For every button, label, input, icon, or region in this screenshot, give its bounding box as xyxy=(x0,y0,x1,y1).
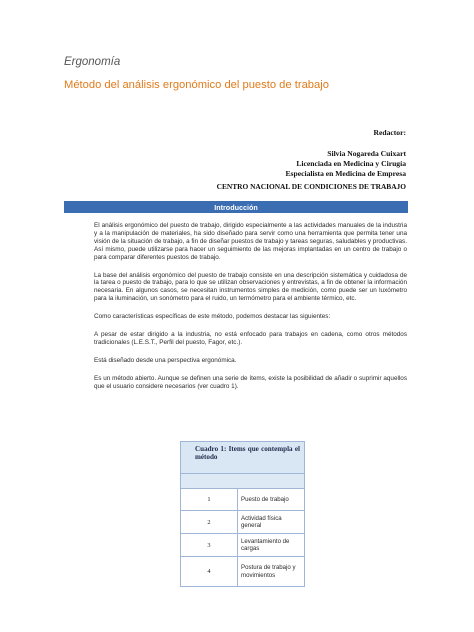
body-text xyxy=(94,222,407,401)
table-subheader-row xyxy=(181,474,305,489)
author-label: Redactor: xyxy=(373,128,406,137)
paragraph: A pesar de estar dirigido a la industria, no está enfocado para trabajos en cadena, como otros métodos tradicionales (L.E.S.T., Perfil del puesto, Fagor, etc.). xyxy=(94,331,407,346)
section-title: Introducción xyxy=(214,202,258,212)
paragraph: Como características específicas de este método, podemos destacar las siguientes: xyxy=(94,313,331,321)
table-row-item: Actividad física general xyxy=(238,511,305,534)
items-table xyxy=(180,441,305,587)
author-degree: Licenciada en Medicina y Cirugía xyxy=(296,159,406,168)
paragraph: El análisis ergonómico del puesto de trabajo, dirigido especialmente a las actividades manuales de la industria y a la manipulación de materiales, ha sido diseñado para servir como una herramienta que permita tener una visión de la situación de trabajo, a fin de diseñar puestos de trabajo y tareas seguras, saludables y productivas. Así mismo, puede utilizarse para hacer un seguimiento de las mejoras implantadas en un centro de trabajo o para comparar diferentes puestos de trabajo. xyxy=(94,222,407,261)
author-block xyxy=(285,128,406,179)
organization-name: CENTRO NACIONAL DE CONDICIONES DE TRABAJO xyxy=(216,182,406,191)
paragraph: La base del análisis ergonómico del puesto de trabajo consiste en una descripción sistemática y cuidadosa de la tarea o puesto de trabajo, para lo que se utilizan observaciones y entrevistas, a fin de obtener la información necesaria. En algunos casos, se necesitan instrumentos simples de medición, como puede ser un luxómetro para la iluminación, un sonómetro para el ruido, un termómetro para el ambiente térmico, etc. xyxy=(94,271,407,303)
author-specialty: Especialista en Medicina de Empresa xyxy=(285,169,406,178)
table-row-number: 4 xyxy=(181,557,238,587)
table-row-item: Postura de trabajo y movimientos xyxy=(238,557,305,587)
document-title: Método del análisis ergonómico del puesto de trabajo xyxy=(64,79,329,91)
paragraph: Es un método abierto. Aunque se definen una serie de ítems, existe la posibilidad de añadir o suprimir aquellos que el usuario considere necesarios (ver cuadro 1). xyxy=(94,374,407,390)
table-row-number: 3 xyxy=(181,534,238,557)
table-row xyxy=(181,534,305,557)
section-header xyxy=(64,201,408,213)
table-row xyxy=(181,557,305,587)
items-table-container xyxy=(180,441,305,587)
paragraph: Está diseñado desde una perspectiva ergonómica. xyxy=(94,356,237,364)
category-label: Ergonomía xyxy=(64,56,121,68)
table-row-item: Puesto de trabajo xyxy=(238,489,305,511)
table-header-row xyxy=(181,442,305,474)
table-row xyxy=(181,511,305,534)
table-row-number: 1 xyxy=(181,489,238,511)
table-caption: Cuadro 1: Items que contempla el método xyxy=(181,442,305,474)
table-row-number: 2 xyxy=(181,511,238,534)
table-row-item: Levantamiento de cargas xyxy=(238,534,305,557)
author-name: Silvia Nogareda Cuixart xyxy=(327,149,406,158)
table-row xyxy=(181,489,305,511)
table-subheader-cell xyxy=(181,474,305,489)
